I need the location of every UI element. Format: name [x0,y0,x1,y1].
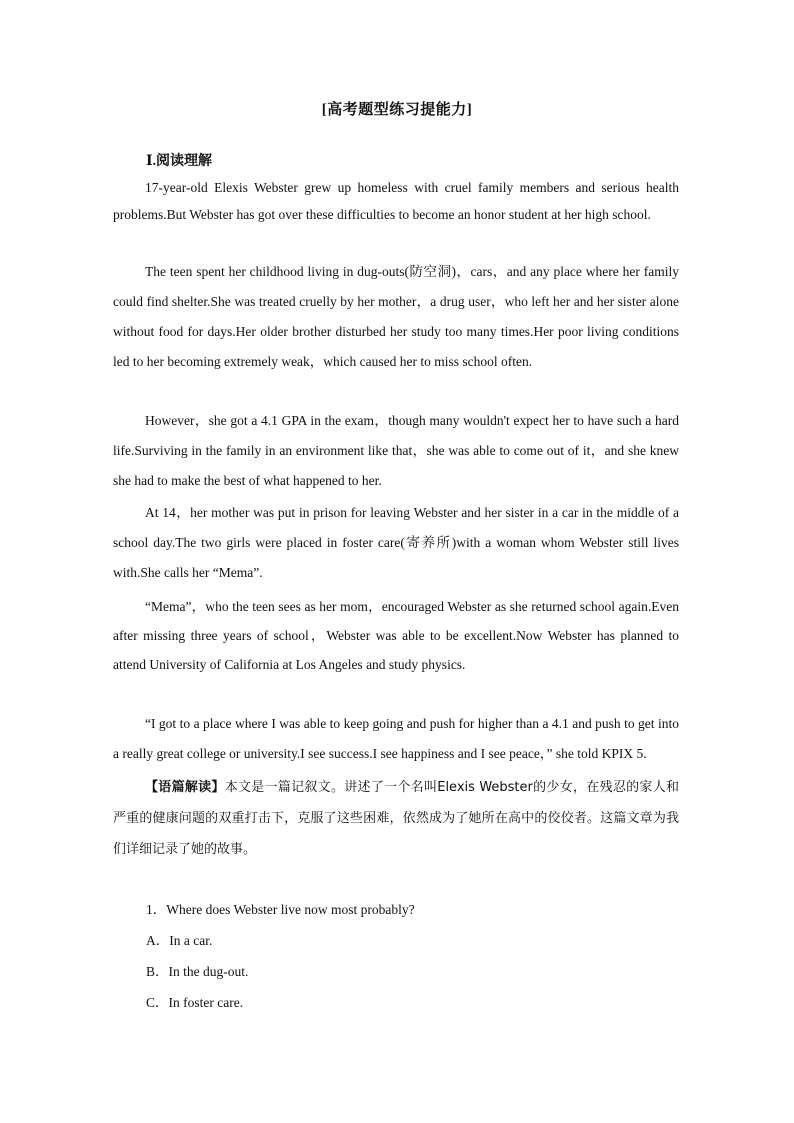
paragraph-text: 17-year-old Elexis Webster grew up homeless with cruel family members and serious health problems.But Webster has got over these difficulties to become an honor student at her high school. [113,180,679,222]
option-b[interactable]: B．In the dug-out. [146,964,249,979]
passage-paragraph-1 [113,174,679,228]
analysis-text: 本文是一篇记叙文。讲述了一个名叫Elexis Webster的少女，在残忍的家人和严重的健康问题的双重打击下，克服了这些困难，依然成为了她所在高中的佼佼者。这篇文章为我们详细记录了她的故事。 [113,780,679,857]
question-stem: 1．Where does Webster live now most probably? [146,902,415,917]
passage-paragraph-6 [113,709,679,769]
section-heading: Ⅰ.阅读理解 [146,154,213,169]
paragraph-text: “I got to a place where I was able to keep going and push for higher than a 4.1 and push to get into a really great college or university.I see success.I see happiness and I see peace，” she told KPIX 5. [113,716,679,761]
paragraph-text: At 14，her mother was put in prison for leaving Webster and her sister in a car in the middle of a school day.The two girls were placed in foster care(寄养所)with a woman whom Webster still lives with.She calls her “Mema”. [113,505,679,580]
option-c[interactable]: C．In foster care. [146,995,244,1010]
page-title: [高考题型练习提能力] [321,102,473,118]
passage-paragraph-5 [113,592,679,679]
paragraph-text: The teen spent her childhood living in dug-outs(防空洞)，cars，and any place where her family could find shelter.She was treated cruelly by her mother，a drug user，who left her and her sister alone without food for days.Her older brother disturbed her study too many times.Her poor living conditions led to her becoming extremely weak，which caused her to miss school often. [113,264,679,369]
paragraph-text: However，she got a 4.1 GPA in the exam，though many wouldn't expect her to have such a hard life.Surviving in the family in an environment like that，she was able to come out of it，and she knew she had to make the best of what happened to her. [113,413,679,488]
analysis-block [113,772,679,865]
paragraph-text: “Mema”，who the teen sees as her mom，encouraged Webster as she returned school again.Even after missing three years of school，Webster was able to be excellent.Now Webster has planned to attend University of California at Los Angeles and study physics. [113,599,679,672]
passage-paragraph-3 [113,406,679,496]
passage-paragraph-2 [113,257,679,377]
passage-paragraph-4 [113,498,679,588]
option-a[interactable]: A．In a car. [146,933,213,948]
analysis-label: 【语篇解读】 [145,780,225,795]
